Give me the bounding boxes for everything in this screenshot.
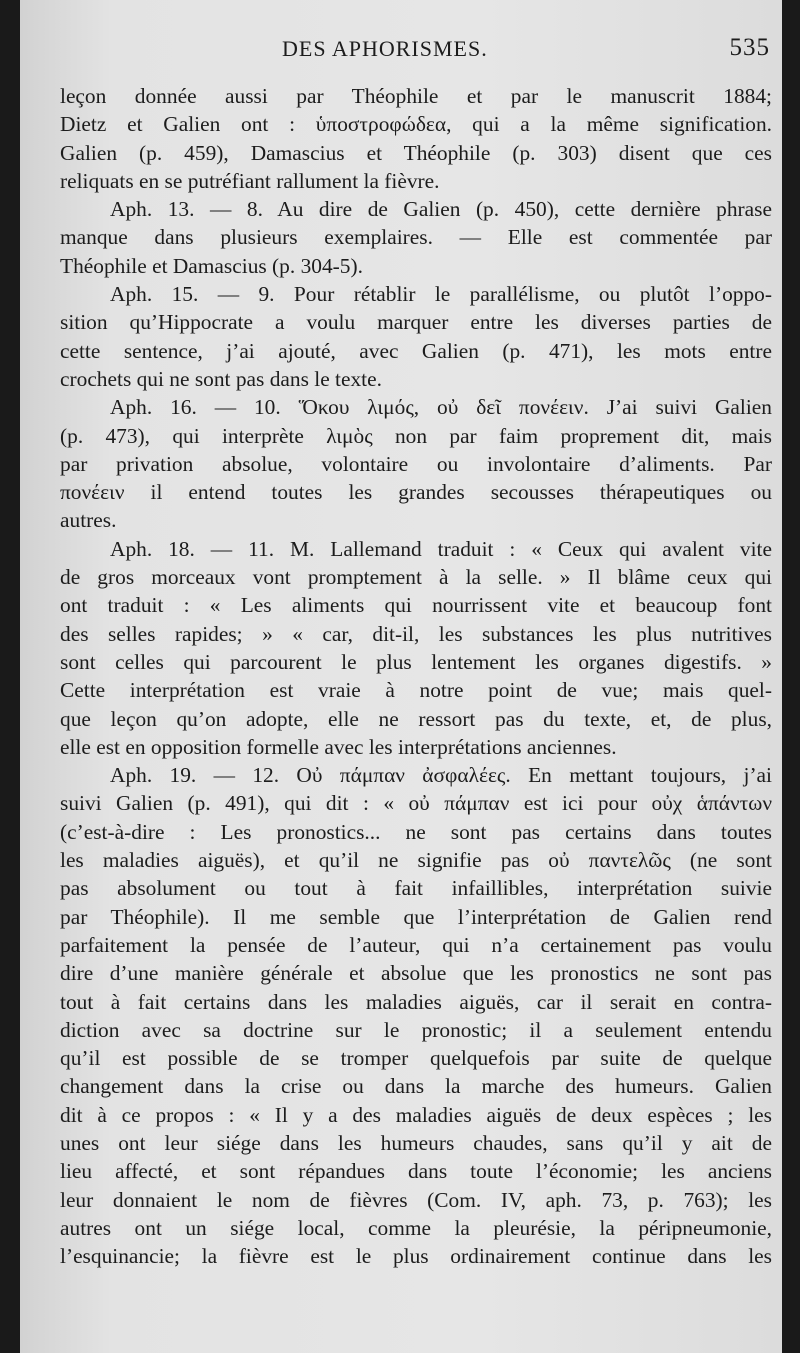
text-line-23: que leçon qu’on adopte, elle ne ressort pas du texte, et, de plus,	[60, 706, 772, 731]
book-page	[20, 0, 782, 1353]
text-line-04: reliquats en se putréfiant rallument la fièvre.	[60, 168, 440, 193]
text-line-06: manque dans plusieurs exemplaires. — Elle est commentée par	[60, 225, 772, 250]
text-line-36: changement dans la crise ou dans la marche des humeurs. Galien	[60, 1074, 772, 1099]
text-line-11: crochets qui ne sont pas dans le texte.	[60, 366, 382, 391]
page-header	[20, 36, 782, 76]
text-line-05: Aph. 13. — 8. Au dire de Galien (p. 450), cette dernière phrase	[110, 197, 772, 222]
text-line-33: tout à fait certains dans les maladies aiguës, car il serait en contra-	[60, 989, 772, 1014]
text-line-22: Cette interprétation est vraie à notre point de vue; mais quel-	[60, 678, 772, 703]
text-line-07: Théophile et Damascius (p. 304-5).	[60, 253, 363, 278]
text-line-10: cette sentence, j’ai ajouté, avec Galien (p. 471), les mots entre	[60, 338, 772, 363]
text-line-42: l’esquinancie; la fièvre est le plus ordinairement continue dans les	[60, 1244, 772, 1269]
running-title: DES APHORISMES.	[282, 36, 488, 61]
text-line-31: parfaitement la pensée de l’auteur, qui n’a certainement pas voulu	[60, 932, 772, 957]
text-line-35: qu’il est possible de se tromper quelquefois par suite de quelque	[60, 1046, 772, 1071]
text-line-32: dire d’une manière générale et absolue que les pronostics ne sont pas	[60, 961, 772, 986]
text-line-14: par privation absolue, volontaire ou involontaire d’aliments. Par	[60, 451, 772, 476]
text-line-34: diction avec sa doctrine sur le pronostic; il a seulement entendu	[60, 1017, 772, 1042]
text-line-03: Galien (p. 459), Damascius et Théophile (p. 303) disent que ces	[60, 140, 772, 165]
text-line-30: par Théophile). Il me semble que l’interprétation de Galien rend	[60, 904, 772, 929]
text-line-26: suivi Galien (p. 491), qui dit : « οὐ πάμπαν est ici pour οὐχ ἁπάντων	[60, 791, 772, 816]
text-line-19: ont traduit : « Les aliments qui nourrissent vite et beaucoup font	[60, 593, 772, 618]
text-line-40: leur donnaient le nom de fièvres (Com. IV, aph. 73, p. 763); les	[60, 1187, 772, 1212]
text-line-29: pas absolument ou tout à fait infaillibles, interprétation suivie	[60, 876, 772, 901]
text-line-12: Aph. 16. — 10. Ὅκου λιμός, οὐ δεῖ πονέειν. J’ai suivi Galien	[110, 395, 772, 420]
text-line-21: sont celles qui parcourent le plus lentement les organes digestifs. »	[60, 649, 772, 674]
text-line-16: autres.	[60, 508, 117, 533]
text-line-38: unes ont leur siége dans les humeurs chaudes, sans qu’il y ait de	[60, 1130, 772, 1155]
text-line-02: Dietz et Galien ont : ὑποστροφώδεα, qui a la même signification.	[60, 112, 772, 137]
text-line-17: Aph. 18. — 11. M. Lallemand traduit : « Ceux qui avalent vite	[110, 536, 772, 561]
text-line-41: autres ont un siége local, comme la pleurésie, la péripneumonie,	[60, 1215, 772, 1240]
text-line-25: Aph. 19. — 12. Οὐ πάμπαν ἀσφαλέες. En mettant toujours, j’ai	[110, 763, 772, 788]
text-line-09: sition qu’Hippocrate a voulu marquer entre les diverses parties de	[60, 310, 772, 335]
text-line-08: Aph. 15. — 9. Pour rétablir le parallélisme, ou plutôt l’oppo-	[110, 282, 772, 307]
text-line-18: de gros morceaux vont promptement à la selle. » Il blâme ceux qui	[60, 565, 772, 590]
text-line-01: leçon donnée aussi par Théophile et par le manuscrit 1884;	[60, 84, 772, 108]
text-line-15: πονέειν il entend toutes les grandes secousses thérapeutiques ou	[60, 480, 772, 505]
text-line-28: les maladies aiguës), et qu’il ne signifie pas οὐ παντελῶς (ne sont	[60, 848, 772, 873]
text-line-13: (p. 473), qui interprète λιμὸς non par faim proprement dit, mais	[60, 423, 772, 448]
text-line-37: dit à ce propos : « Il y a des maladies aiguës de deux espèces ; les	[60, 1102, 772, 1127]
text-line-24: elle est en opposition formelle avec les interprétations anciennes.	[60, 734, 617, 759]
text-line-27: (c’est-à-dire : Les pronostics... ne sont pas certains dans toutes	[60, 819, 772, 844]
text-line-20: des selles rapides; » « car, dit-il, les substances les plus nutritives	[60, 621, 772, 646]
page-number: 535	[729, 34, 770, 61]
text-line-39: lieu affecté, et sont répandues dans toute l’économie; les anciens	[60, 1159, 772, 1184]
body-text	[60, 82, 772, 1270]
